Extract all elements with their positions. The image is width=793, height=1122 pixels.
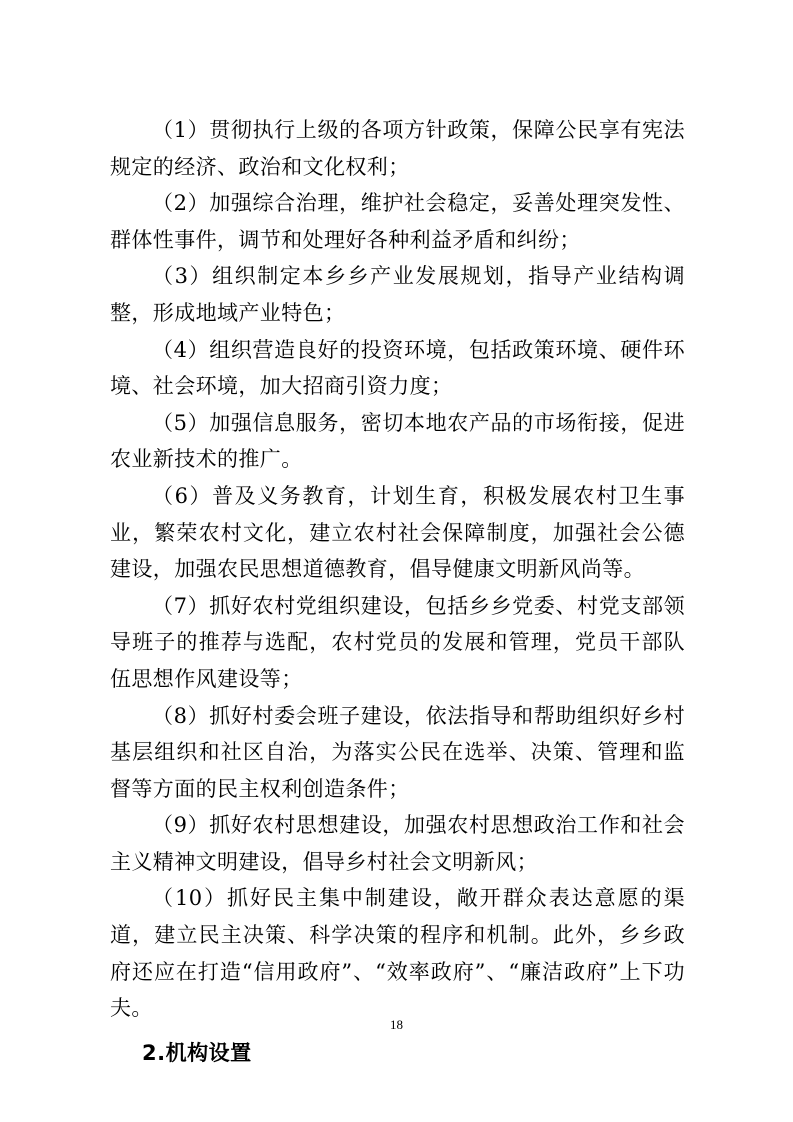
list-item-10: （10）抓好民主集中制建设，敞开群众表达意愿的渠道，建立民主决策、科学决策的程序和机制。此外，乡乡政府还应在打造“信用政府”、“效率政府”、“廉洁政府”上下功夫。 — [110, 886, 685, 1021]
document-body — [110, 112, 685, 1071]
list-item-8: （8）抓好村委会班子建设，依法指导和帮助组织好乡村基层组织和社区自治，为落实公民在选举、决策、管理和监督等方面的民主权利创造条件； — [110, 703, 685, 801]
list-item-4: （4）组织营造良好的投资环境，包括政策环境、硬件环境、社会环境，加大招商引资力度； — [110, 337, 685, 399]
list-item-9: （9）抓好农村思想建设，加强农村思想政治工作和社会主义精神文明建设，倡导乡村社会文明新风； — [110, 813, 685, 874]
page-number: 18 — [390, 1017, 403, 1032]
list-item-6: （6）普及义务教育，计划生育，积极发展农村卫生事业，繁荣农村文化，建立农村社会保障制度，加强社会公德建设，加强农民思想道德教育，倡导健康文明新风尚等。 — [110, 483, 685, 582]
list-item-3: （3）组织制定本乡乡产业发展规划，指导产业结构调整，形成地域产业特色； — [110, 264, 685, 325]
list-item-7: （7）抓好农村党组织建设，包括乡乡党委、村党支部领导班子的推荐与选配，农村党员的发展和管理，党员干部队伍思想作风建设等； — [110, 593, 685, 691]
list-item-5: （5）加强信息服务，密切本地农产品的市场衔接，促进农业新技术的推广。 — [110, 410, 685, 472]
section-heading: 2.机构设置 — [142, 1040, 252, 1065]
list-item-1: （1）贯彻执行上级的各项方针政策，保障公民享有宪法规定的经济、政治和文化权利； — [110, 118, 685, 179]
list-item-2: （2）加强综合治理，维护社会稳定，妥善处理突发性、群体性事件，调节和处理好各种利益矛盾和纠纷； — [110, 191, 685, 252]
